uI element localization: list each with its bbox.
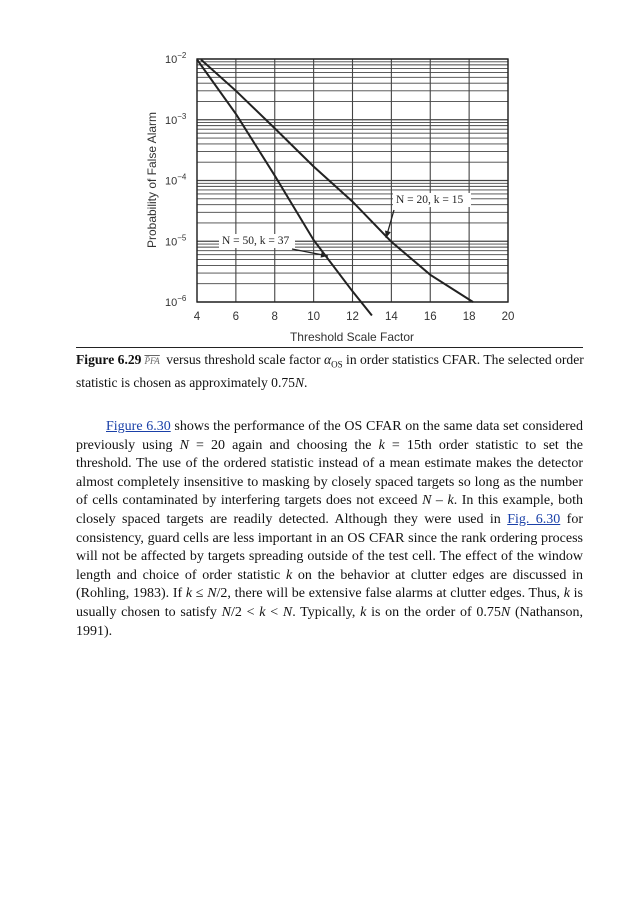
chart-annotations xyxy=(219,193,471,258)
figure-link[interactable]: Figure 6.30 xyxy=(106,419,171,434)
x-tick-label: 4 xyxy=(193,311,201,323)
paragraph-text: (Nathanson, 1991). xyxy=(76,604,583,639)
paragraph-text: /2 < xyxy=(231,604,260,620)
x-tick-label: 18 xyxy=(462,311,476,323)
variable-k: k xyxy=(360,604,367,620)
y-tick-label: $10^{-6}$ xyxy=(165,294,187,309)
x-tick-label: 16 xyxy=(423,311,437,323)
annotation-label: N = 50, k = 37 xyxy=(222,235,290,247)
body-paragraph xyxy=(76,418,583,641)
paragraph-text: ≤ xyxy=(192,586,208,602)
variable-k: k xyxy=(185,586,193,602)
paragraph-text: is usually chosen to satisfy xyxy=(76,586,583,620)
variable-n: N xyxy=(221,604,232,620)
paragraph-text: – xyxy=(431,493,448,509)
variable-n: N xyxy=(294,374,305,390)
x-tick-label: 12 xyxy=(346,311,359,323)
y-axis-title: Probability of False Alarm xyxy=(145,111,159,249)
variable-n: N xyxy=(207,586,217,602)
paragraph-text: < xyxy=(265,604,283,620)
alpha-subscript: OS xyxy=(331,359,343,370)
paragraph-text: for consistency, guard cells are less important in an OS CFAR since the rank ordering process will not be affected by targets spreading outside of the test cell. The effect of the window length and choice of order statistic xyxy=(76,511,583,583)
variable-n: N xyxy=(282,604,293,620)
caption-text: . xyxy=(304,374,308,390)
caption-divider xyxy=(76,347,583,348)
variable-k: k xyxy=(285,567,293,583)
variable-n: N xyxy=(422,493,432,509)
y-tick-label: $10^{-5}$ xyxy=(165,233,187,249)
x-tick-label: 6 xyxy=(232,311,240,323)
annotation-label: N = 20, k = 15 xyxy=(396,194,464,206)
paragraph-text: /2, there will be extensive false alarms at clutter edges. Thus, xyxy=(216,586,564,602)
variable-n: N xyxy=(500,604,511,620)
pfa-symbol: P̄FA xyxy=(144,356,160,366)
paragraph-text: on the behavior at clutter edges are discussed in (Rohling, 1983). If xyxy=(76,567,583,602)
x-tick-label: 8 xyxy=(271,311,278,323)
y-tick-label: $10^{-2}$ xyxy=(165,51,187,66)
caption-text: versus threshold scale factor xyxy=(162,352,324,367)
variable-k: k xyxy=(447,493,454,509)
variable-n: N xyxy=(179,437,189,453)
y-tick-label: $10^{-3}$ xyxy=(165,111,187,127)
variable-k: k xyxy=(378,437,385,453)
paragraph-text: shows the performance of the OS CFAR on the same data set considered previously using xyxy=(76,419,583,453)
paragraph-text: is on the order of 0.75 xyxy=(366,604,501,620)
alpha-symbol: α xyxy=(323,352,332,367)
figure-link[interactable]: Fig. 6.30 xyxy=(507,511,561,527)
x-axis-title: Threshold Scale Factor xyxy=(289,330,415,344)
paragraph-text: = 15th order statistic to set the threshold. The use of the ordered statistic instead of a mean estimate makes the detector almost completely insensitive to masking by closely spaced targets so long as the number of cells contaminated by interfering targets does not exceed xyxy=(76,437,583,509)
variable-k: k xyxy=(563,586,570,602)
figure-caption xyxy=(76,351,586,391)
y-tick-label: $10^{-4}$ xyxy=(165,172,187,188)
series-line-1 xyxy=(197,60,372,316)
caption-text: in order statistics CFAR. The selected order statistic is chosen as approximately 0.75 xyxy=(76,352,584,390)
x-tick-label: 20 xyxy=(501,311,515,323)
paragraph-text: . In this example, both closely spaced targets are readily detected. Although they were used in xyxy=(76,493,584,527)
variable-k: k xyxy=(259,604,266,620)
chart-series xyxy=(197,60,473,316)
paragraph-text: = 20 again and choosing the xyxy=(188,437,379,453)
paragraph-text: . Typically, xyxy=(292,604,361,620)
pfa-chart xyxy=(0,0,636,350)
figure-number: Figure 6.29 xyxy=(76,352,142,367)
chart-grid xyxy=(197,59,508,302)
x-tick-label: 14 xyxy=(384,311,398,323)
x-tick-label: 10 xyxy=(307,311,321,323)
